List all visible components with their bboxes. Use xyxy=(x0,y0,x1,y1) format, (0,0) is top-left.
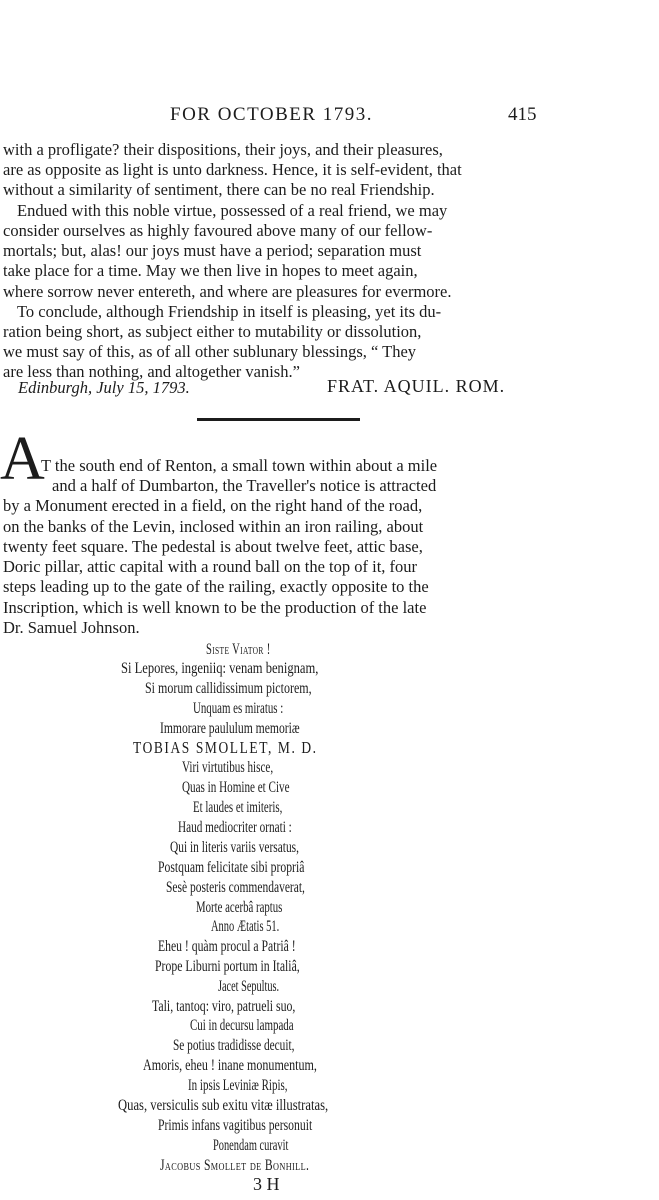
inscription-line: Anno Ætatis 51. xyxy=(211,918,280,935)
text-line: take place for a time. May we then live in hopes to meet again, xyxy=(3,261,418,280)
text-line: Dr. Samuel Johnson. xyxy=(3,618,140,637)
text-line: consider ourselves as highly favoured above many of our fellow- xyxy=(3,221,433,240)
text-line: Endued with this noble virtue, possessed of a real friend, we may xyxy=(17,201,448,220)
text-line: mortals; but, alas! our joys must have a period; separation must xyxy=(3,241,422,260)
drop-cap: A xyxy=(0,425,45,493)
inscription-line: Immorare paululum memoriæ xyxy=(160,720,300,737)
inscription-line: Se potius tradidisse decuit, xyxy=(173,1037,295,1054)
text-line: on the banks of the Levin, inclosed within an iron railing, about xyxy=(3,517,424,536)
text-line: twenty feet square. The pedestal is about twelve feet, attic base, xyxy=(3,537,423,556)
inscription-line: Unquam es miratus : xyxy=(193,700,284,717)
text-line: Inscription, which is well known to be the production of the late xyxy=(3,598,427,617)
printer-signature-mark: 3 H xyxy=(253,1174,280,1194)
text-line: steps leading up to the gate of the railing, exactly opposite to the xyxy=(3,577,429,596)
inscription-line: Jacet Sepultus. xyxy=(218,978,280,995)
inscription-line: Et laudes et imiteris, xyxy=(193,799,283,816)
inscription-line: Sesè posteris commendaverat, xyxy=(166,879,305,896)
inscription-line: Si Lepores, ingeniiq: venam benignam, xyxy=(121,660,319,677)
inscription-line: Haud mediocriter ornati : xyxy=(178,819,292,836)
inscription-line: Cui in decursu lampada xyxy=(190,1017,294,1034)
inscription-heading: Siste Viator ! xyxy=(206,641,271,658)
text-line: by a Monument erected in a field, on the right hand of the road, xyxy=(3,496,423,515)
inscription-line: Jacobus Smollet de Bonhill. xyxy=(160,1157,310,1174)
inscription-line: Ponendam curavit xyxy=(213,1137,289,1154)
inscription-line: Tali, tantoq: viro, patrueli suo, xyxy=(152,998,296,1015)
inscription-line: Eheu ! quàm procul a Patriâ ! xyxy=(158,938,296,955)
running-title: FOR OCTOBER 1793. xyxy=(170,104,374,125)
text-line: we must say of this, as of all other sublunary blessings, “ They xyxy=(3,342,417,361)
inscription-line: Quas in Homine et Cive xyxy=(182,779,290,796)
inscription-line: Quas, versiculis sub exitu vitæ illustratas, xyxy=(118,1097,329,1114)
inscription-line: In ipsis Leviniæ Ripis, xyxy=(188,1077,288,1094)
section-divider xyxy=(197,418,360,421)
inscription-line: Primis infans vagitibus personuit xyxy=(158,1117,313,1134)
text-line: To conclude, although Friendship in itself is pleasing, yet its du- xyxy=(17,302,442,321)
inscription-line: Morte acerbâ raptus xyxy=(196,899,283,916)
text-line: where sorrow never entereth, and where are pleasures for evermore. xyxy=(3,282,452,301)
text-line: ration being short, as subject either to mutability or dissolution, xyxy=(3,322,422,341)
page-number: 415 xyxy=(508,104,537,125)
inscription-line: Amoris, eheu ! inane monumentum, xyxy=(143,1057,317,1074)
signature-place-date: Edinburgh, July 15, 1793. xyxy=(18,378,190,397)
text-line: without a similarity of sentiment, there can be no real Friendship. xyxy=(3,180,435,199)
inscription-line: Prope Liburni portum in Italiâ, xyxy=(155,958,300,975)
signature-author: FRAT. AQUIL. ROM. xyxy=(327,376,506,396)
text-line: are less than nothing, and altogether vanish.” xyxy=(3,362,300,381)
text-line: Doric pillar, attic capital with a round ball on the top of it, four xyxy=(3,557,418,576)
inscription-line: Si morum callidissimum pictorem, xyxy=(145,680,312,697)
text-line: and a half of Dumbarton, the Traveller's notice is attracted xyxy=(52,476,437,495)
text-line: T the south end of Renton, a small town within about a mile xyxy=(41,456,438,475)
inscription-line: Qui in literis variis versatus, xyxy=(170,839,299,856)
page-header xyxy=(0,104,659,130)
inscription-line: Viri virtutibus hisce, xyxy=(182,759,274,776)
text-line: with a profligate? their dispositions, their joys, and their pleasures, xyxy=(3,140,443,159)
text-line: are as opposite as light is unto darkness. Hence, it is self-evident, that xyxy=(3,160,462,179)
inscription-line: Postquam felicitate sibi propriâ xyxy=(158,859,305,876)
inscription-name: TOBIAS SMOLLET, M. D. xyxy=(133,738,318,757)
